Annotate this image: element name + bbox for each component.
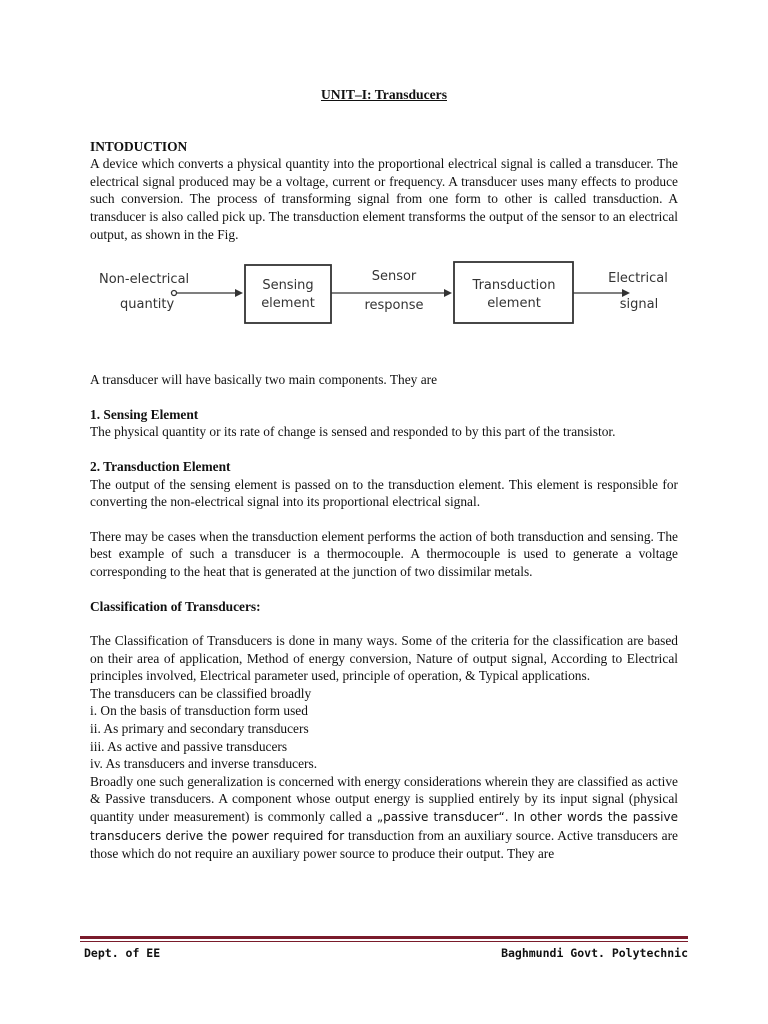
diagram-block1-label-1: Sensing [262, 278, 314, 294]
intro-heading: INTODUCTION [90, 138, 188, 154]
active-passive-paragraph [90, 773, 678, 863]
footer-rule-thin [80, 941, 688, 942]
diagram-arrowhead-2 [444, 289, 452, 297]
footer-rule-thick [80, 936, 688, 939]
diagram-input-terminal [172, 291, 177, 296]
diagram-block1-label-2: element [261, 296, 315, 312]
page-title: UNIT–I: Transducers [320, 87, 447, 102]
diagram-arrowhead-3 [622, 289, 630, 297]
classification-item-4: iv. As transducers and inverse transducers. [90, 756, 318, 772]
diagram-block2-label-2: element [487, 296, 541, 312]
diagram-output-label-2: signal [619, 297, 659, 313]
diagram-mid-label-2: response [364, 298, 424, 314]
intro-paragraph: A device which converts a physical quantity into the proportional electrical signal is called a transducer. The electrical signal produced may be a voltage, current or frequency. A transducer uses many effects to produce such conversion. The process of transforming signal from one form to other is called transduction. A transducer is also called pick up. The transduction element transforms the output of the sensor to an electrical output, as shown in the Fig. [90, 156, 678, 242]
sensing-heading: 1. Sensing Element [90, 406, 199, 422]
thermocouple-paragraph: There may be cases when the transduction element performs the action of both transduction and sensing. The best example of such a transducer is a thermocouple. A thermocouple is used to generate a voltage corresponding to the heat that is generated at the junction of two dissimilar metals. [90, 528, 678, 579]
page-content [90, 86, 678, 863]
diagram-input-label-2: quantity [120, 297, 175, 313]
diagram-arrowhead-1 [235, 289, 243, 297]
diagram-block2-label-1: Transduction [472, 278, 556, 294]
classification-broadly: The transducers can be classified broadly [90, 685, 312, 701]
classification-item-1: i. On the basis of transduction form used [90, 703, 308, 719]
transduction-paragraph: The output of the sensing element is passed on to the transduction element. This element is responsible for converting the non-electrical signal into its proportional electrical signal. [90, 476, 678, 510]
classification-item-3: iii. As active and passive transducers [90, 738, 288, 754]
active-passive-text-b: „passive transducer“. In other words the passive transducers derive the power required for [90, 810, 678, 843]
diagram-output-label-1: Electrical [608, 271, 668, 287]
diagram-input-label-1: Non-electrical [99, 272, 190, 288]
footer-institution: Baghmundi Govt. Polytechnic [501, 946, 688, 960]
diagram-mid-label-1: Sensor [371, 269, 417, 285]
footer-department: Dept. of EE [84, 946, 161, 960]
active-passive-text-c: transduction from an auxiliary source. Active transducers are those which do not require an auxiliary power source to produce their output. They are [90, 827, 679, 862]
classification-heading: Classification of Transducers: [90, 598, 261, 614]
components-intro: A transducer will have basically two main components. They are [90, 372, 438, 388]
classification-paragraph: The Classification of Transducers is done in many ways. Some of the criteria for the classification are based on their area of application, Method of energy conversion, Nature of output signal, According to Electrical principles involved, Electrical parameter used, principle of operation, & Typical applications. [90, 633, 678, 684]
classification-item-2: ii. As primary and secondary transducers [90, 721, 309, 737]
diagram-sensing-block [245, 265, 331, 323]
sensing-paragraph: The physical quantity or its rate of change is sensed and responded to by this part of the transistor. [90, 424, 616, 440]
transducer-block-diagram [90, 255, 678, 365]
transduction-heading: 2. Transduction Element [90, 458, 231, 474]
active-passive-text-a: Broadly one such generalization is concerned with energy considerations wherein they are classified as active & Passive transducers. A component whose output energy is supplied entirely by its input signal (physical quantity under measurement) is commonly called a [90, 773, 678, 825]
